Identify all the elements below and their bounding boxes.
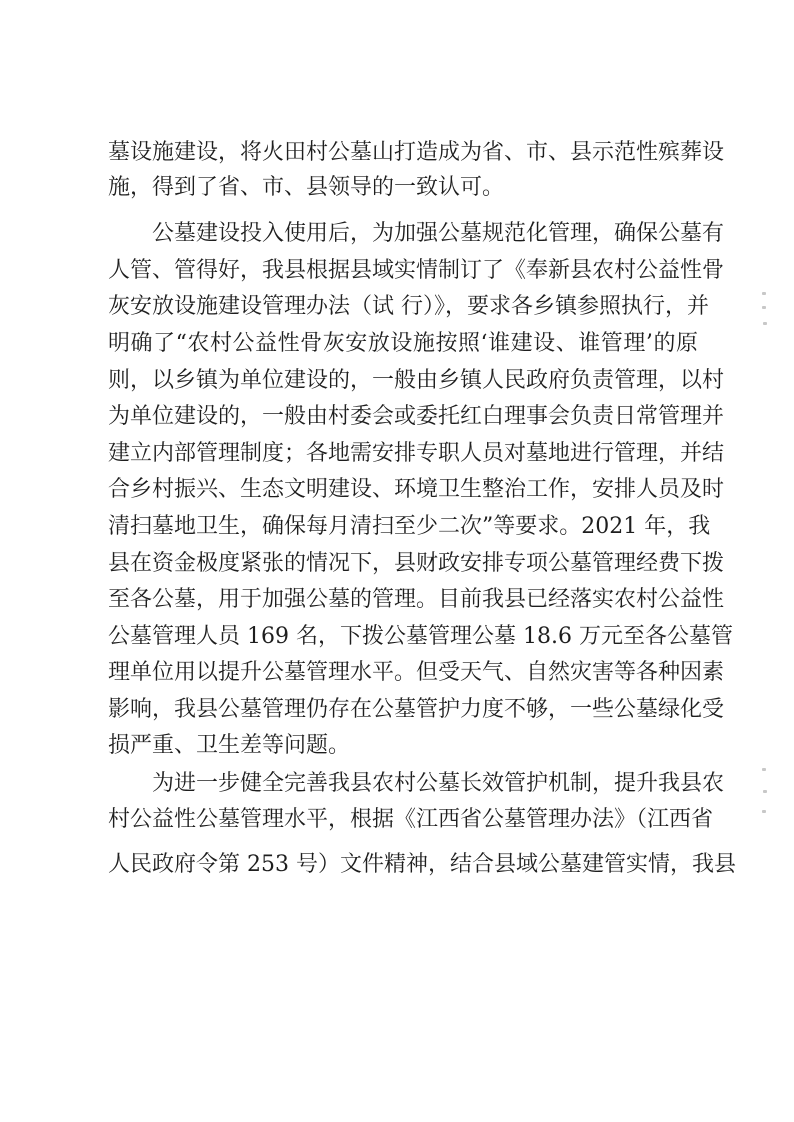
scan-mark <box>763 790 767 793</box>
text-line: 墓设施建设，将火田村公墓山打造成为省、市、县示范性殡葬设 <box>108 140 725 165</box>
scan-mark <box>763 322 767 325</box>
text-line: 县在资金极度紧张的情况下，县财政安排专项公墓管理经费下拨 <box>108 551 725 576</box>
text-line: 清扫墓地卫生，确保每月清扫至少二次”等要求。2021 年，我 <box>108 514 711 539</box>
text-line: 则，以乡镇为单位建设的，一般由乡镇人民政府负责管理，以村 <box>108 368 725 393</box>
text-line: 至各公墓，用于加强公墓的管理。目前我县已经落实农村公益性 <box>108 587 725 612</box>
text-line: 施，得到了省、市、县领导的一致认可。 <box>108 175 505 200</box>
text-line: 公墓建设投入使用后，为加强公墓规范化管理，确保公墓有 <box>152 221 725 246</box>
scan-mark <box>762 810 766 813</box>
text-line: 人民政府令第 253 号）文件精神，结合县域公墓建管实情，我县 <box>108 852 736 877</box>
text-line: 理单位用以提升公墓管理水平。但受天气、自然灾害等各种因素 <box>108 660 725 685</box>
text-line: 为单位建设的，一般由村委会或委托红白理事会负责日常管理并 <box>108 404 725 429</box>
text-line: 村公益性公墓管理水平，根据《江西省公墓管理办法》（江西省 <box>108 807 714 832</box>
text-line: 人管、管得好，我县根据县域实情制订了《奉新县农村公益性骨 <box>108 258 725 283</box>
text-line: 明确了“农村公益性骨灰安放设施按照‘谁建设、谁管理’的原 <box>108 331 698 356</box>
text-line: 公墓管理人员 169 名，下拨公墓管理公墓 18.6 万元至各公墓管 <box>108 624 733 649</box>
scan-mark <box>762 292 766 295</box>
scan-mark <box>762 768 766 771</box>
scan-mark <box>762 306 766 309</box>
text-line: 为进一步健全完善我县农村公墓长效管护机制，提升我县农 <box>152 771 725 796</box>
text-line: 灰安放设施建设管理办法（试 行）》，要求各乡镇参照执行，并 <box>108 294 709 319</box>
text-line: 合乡村振兴、生态文明建设、环境卫生整治工作，安排人员及时 <box>108 477 725 502</box>
text-line: 损严重、卫生差等问题。 <box>108 733 351 758</box>
text-line: 影响，我县公墓管理仍存在公墓管护力度不够，一些公墓绿化受 <box>108 697 725 722</box>
text-line: 建立内部管理制度；各地需安排专职人员对墓地进行管理，并结 <box>108 441 725 466</box>
